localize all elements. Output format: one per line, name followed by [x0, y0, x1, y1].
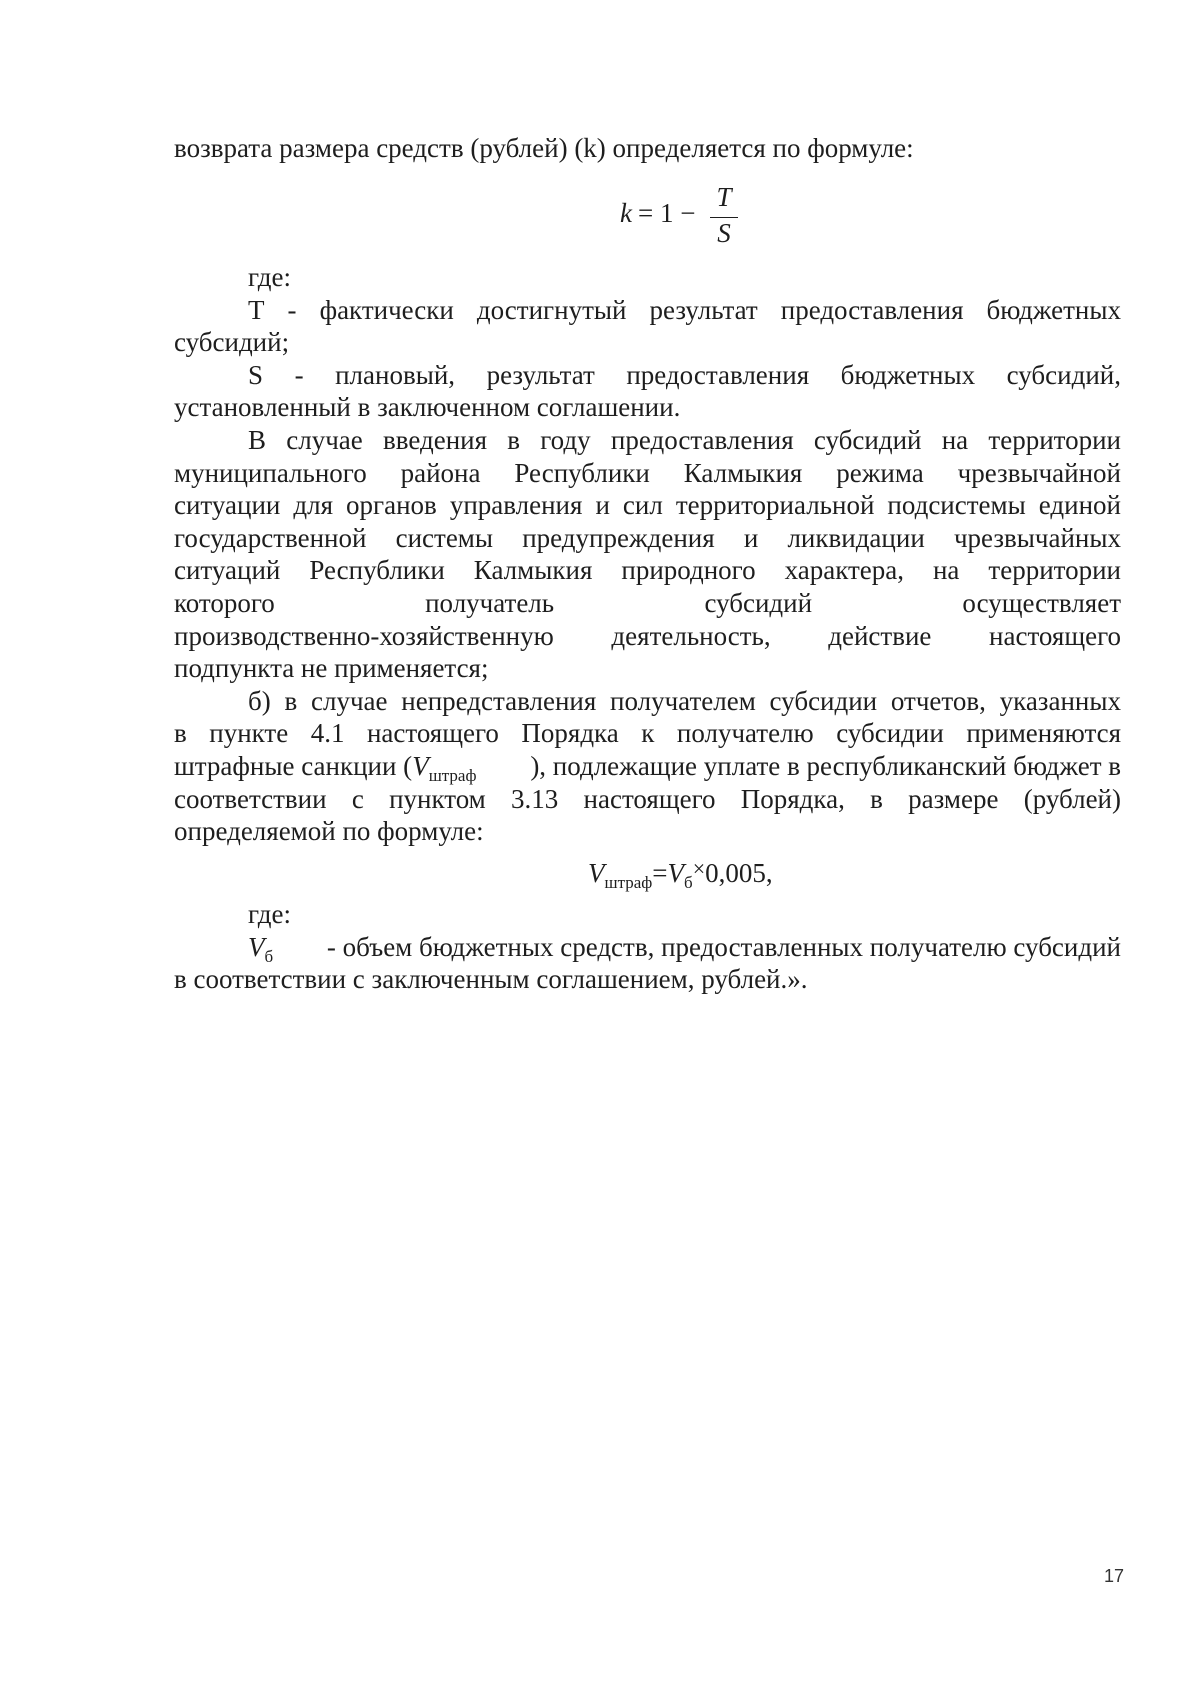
times-sign: ×: [692, 856, 706, 881]
text-line: S - плановый, результат предоставления бюджетных субсидий,: [248, 359, 1121, 390]
text-line: муниципального района Республики Калмыкия режима чрезвычайной: [174, 457, 1121, 488]
variable-v: V: [588, 858, 605, 888]
text-line: установленный в заключенном соглашении.: [174, 392, 681, 423]
subscript-penalty: штраф: [604, 873, 653, 892]
text-line: возврата размера средств (рублей) (k) определяется по формуле:: [174, 133, 914, 163]
formula-k-denominator: S: [717, 218, 731, 248]
text-fragment: - объем бюджетных средств, предоставленных получателю субсидий: [326, 931, 1121, 962]
paragraph-definitions: [174, 261, 1121, 848]
subscript-budget: б: [264, 946, 274, 966]
formula-k-eq: = 1 −: [638, 198, 696, 228]
text-line: ситуаций Республики Калмыкия природного характера, на территории: [174, 555, 1121, 586]
budget-variable: [248, 931, 273, 964]
page-number: 17: [1103, 1566, 1124, 1586]
formula-k: [620, 182, 740, 256]
text-line: в пункте 4.1 настоящего Порядка к получателю субсидии применяются: [174, 718, 1121, 749]
text-line: соответствии с пунктом 3.13 настоящего Порядка, в размере (рублей): [174, 783, 1121, 814]
text-line: б) в случае непредставления получателем субсидии отчетов, указанных: [248, 685, 1121, 716]
text-line: субсидий;: [174, 327, 290, 358]
paragraph-intro: [174, 132, 1121, 165]
text-line: которого получатель субсидий осуществляет: [174, 587, 1121, 618]
text-fragment: штрафные санкции (: [174, 750, 413, 781]
text-line: подпункта не применяется;: [174, 653, 489, 684]
text-line: [174, 931, 1121, 964]
text-line: Т - фактически достигнутый результат предоставления бюджетных: [248, 294, 1121, 325]
formula-k-numerator: T: [716, 182, 732, 212]
text-line: государственной системы предупреждения и ликвидации чрезвычайных: [174, 522, 1121, 553]
formula-constant: 0,005,: [705, 858, 773, 888]
text-line: [174, 750, 1121, 783]
equals-sign: =: [652, 858, 668, 888]
variable-v: V: [248, 931, 265, 962]
formula-penalty: [588, 856, 773, 892]
text-line: производственно-хозяйственную деятельность, действие настоящего: [174, 620, 1121, 651]
text-fragment: ), подлежащие уплате в республиканский бюджет в: [530, 750, 1121, 781]
subscript-budget: б: [684, 873, 693, 892]
paragraph-budget-definition: [174, 898, 1121, 996]
text-line: где:: [248, 262, 291, 292]
penalty-variable: [412, 750, 477, 785]
text-line: ситуации для органов управления и сил территориальной подсистемы единой: [174, 490, 1121, 521]
subscript-penalty: штраф: [428, 765, 477, 785]
text-fragment: [174, 750, 476, 783]
text-line: в соответствии с заключенным соглашением, рублей.».: [174, 964, 808, 995]
formula-k-lhs: k: [620, 198, 632, 228]
variable-v: V: [412, 750, 429, 781]
variable-v: V: [667, 858, 685, 888]
text-line: В случае введения в году предоставления субсидий на территории: [248, 424, 1121, 455]
text-line: определяемой по формуле:: [174, 816, 484, 847]
text-line: где:: [248, 899, 291, 929]
